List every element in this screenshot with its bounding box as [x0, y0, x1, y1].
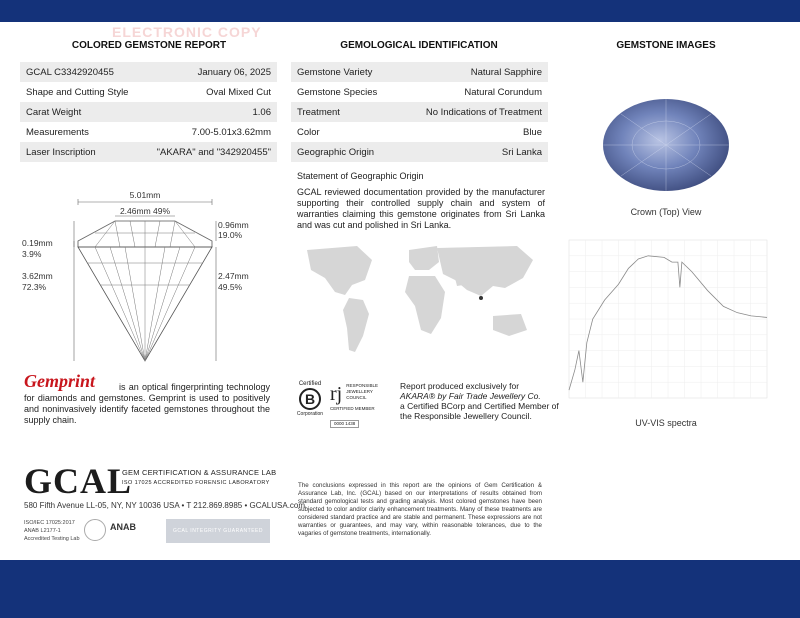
crown-pct-label: 19.0% [218, 230, 243, 240]
identification-row-label: Geographic Origin [297, 146, 375, 158]
identification-heading: GEMOLOGICAL IDENTIFICATION [340, 40, 498, 51]
top-band [0, 0, 800, 22]
akara-note [400, 381, 560, 421]
report-row-value: 1.06 [252, 106, 271, 118]
sri-lanka-marker [479, 296, 483, 300]
pavilion-facets [88, 247, 202, 361]
gemprint-text: is an optical fingerprinting technology for diamonds and gemstones. Gemprint is used to positively and noninvasively identify faceted gemstones throughout the supply chain. [24, 382, 270, 425]
identification-table [291, 62, 548, 162]
identification-row-label: Gemstone Species [297, 86, 378, 98]
gemprint-logo: Gemprint [24, 371, 96, 391]
iso-seal-icon [84, 519, 106, 541]
identification-row-label: Gemstone Variety [297, 66, 373, 78]
akara-line1: Report produced exclusively for [400, 381, 520, 391]
crown-facets [78, 221, 212, 247]
electronic-copy-watermark: ELECTRONIC COPY [112, 24, 262, 40]
accred-line2: ANAB L2177-1 [24, 528, 61, 534]
rjc-badge [330, 383, 390, 430]
report-row-value: 7.00-5.01x3.62mm [191, 126, 271, 138]
report-row-label: Shape and Cutting Style [26, 86, 129, 98]
report-row-value: January 06, 2025 [197, 66, 271, 78]
report-row-label: Carat Weight [26, 106, 82, 118]
depth-label: 3.62mm [22, 271, 53, 281]
integrity-guaranteed-badge: GCAL INTEGRITY GUARANTEED [166, 519, 270, 543]
identification-row-value: Natural Corundum [464, 86, 542, 98]
pavilion-pct-label: 49.5% [218, 282, 243, 292]
crown-caption: Crown (Top) View [630, 207, 702, 217]
report-table [20, 62, 277, 162]
bcorp-badge [296, 381, 324, 417]
origin-title: Statement of Geographic Origin [297, 171, 424, 181]
bcorp-icon: B [299, 388, 321, 410]
report-row [20, 102, 277, 122]
accred-line1: ISO/IEC 17025:2017 [24, 520, 75, 526]
gcal-iso-line: ISO 17025 ACCREDITED FORENSIC LABORATORY [122, 480, 270, 486]
pavilion-label: 2.47mm [218, 271, 249, 281]
bcorp-corporation-label: Corporation [296, 411, 324, 417]
report-row [20, 82, 277, 102]
gcal-logo: GCAL [24, 461, 133, 501]
accreditation-block [24, 519, 80, 543]
width-label: 5.01mm [129, 190, 161, 200]
report-row [20, 122, 277, 142]
report-heading: COLORED GEMSTONE REPORT [71, 40, 227, 51]
disclaimer-text: The conclusions expressed in this report are the opinions of Gem Certification & Assurance Lab, Inc. (GCAL) based on our interpretations of results obtained from standard gemological tests and grading analysis. Most colored gemstones have been subjected to color and/or clarity enhancement treatments. Many of these treatments are considered standard practice and are stable and permanent. These expressions are not warranties or guarantees, and may vary, within reasonable tolerances, due to the vagaries of gemstone treatments, internationally. [298, 482, 542, 537]
gcal-address: 580 Fifth Avenue LL-05, NY, NY 10036 USA • T 212.869.8985 • GCALUSA.com [24, 501, 306, 510]
proportion-diagram [20, 185, 280, 365]
identification-row-value: Sri Lanka [501, 146, 542, 158]
identification-row [291, 142, 548, 162]
girdle-pct-label: 3.9% [22, 249, 42, 259]
akara-line2: AKARA® by Fair Trade Jewellery Co. [400, 391, 541, 401]
report-row-label: GCAL C3342920455 [26, 66, 114, 78]
identification-row [291, 82, 548, 102]
images-heading: GEMSTONE IMAGES [616, 40, 716, 51]
bcorp-certified-label: Certified [298, 381, 322, 387]
rjc-label: RESPONSIBLE JEWELLERY COUNCIL [346, 383, 378, 400]
rjc-number: 0000 1438 [330, 420, 359, 428]
report-row [20, 142, 277, 162]
gemstone-image [601, 96, 731, 194]
rjc-member-label: CERTIFIED MEMBER [330, 406, 375, 411]
depth-pct-label: 72.3% [22, 282, 47, 292]
akara-line3: a Certified BCorp and Certified Member of the Responsible Jewellery Council. [400, 401, 559, 421]
table-label: 2.46mm 49% [119, 206, 171, 216]
origin-text: GCAL reviewed documentation provided by the manufacturer supporting their controlled supply chain and system of warranties claiming this gemstone originates from Sri Lanka and was cut and polished in Sri Lanka. [297, 187, 545, 230]
uv-vis-spectrum [565, 238, 770, 404]
anab-logo: ANAB [110, 522, 136, 532]
identification-row [291, 122, 548, 142]
continents [307, 246, 533, 352]
gcal-subtitle: GEM CERTIFICATION & ASSURANCE LAB [122, 468, 277, 477]
identification-row-value: Natural Sapphire [470, 66, 542, 78]
crown-height-label: 0.96mm [218, 220, 249, 230]
identification-row [291, 102, 548, 122]
identification-row [291, 62, 548, 82]
identification-row-label: Treatment [297, 106, 340, 118]
report-row [20, 62, 277, 82]
girdle-label: 0.19mm [22, 238, 53, 248]
identification-row-value: No Indications of Treatment [425, 106, 542, 118]
rjc-icon: rj [330, 383, 343, 405]
report-row-value: "AKARA" and "342920455" [156, 146, 271, 158]
bottom-band [0, 560, 800, 618]
world-map [297, 240, 547, 360]
report-row-label: Measurements [26, 126, 89, 138]
report-row-label: Laser Inscription [26, 146, 96, 158]
spectra-caption: UV-VIS spectra [635, 418, 697, 428]
accred-line3: Accredited Testing Lab [24, 536, 80, 542]
report-row-value: Oval Mixed Cut [206, 86, 271, 98]
identification-row-label: Color [297, 126, 320, 138]
identification-row-value: Blue [522, 126, 542, 138]
